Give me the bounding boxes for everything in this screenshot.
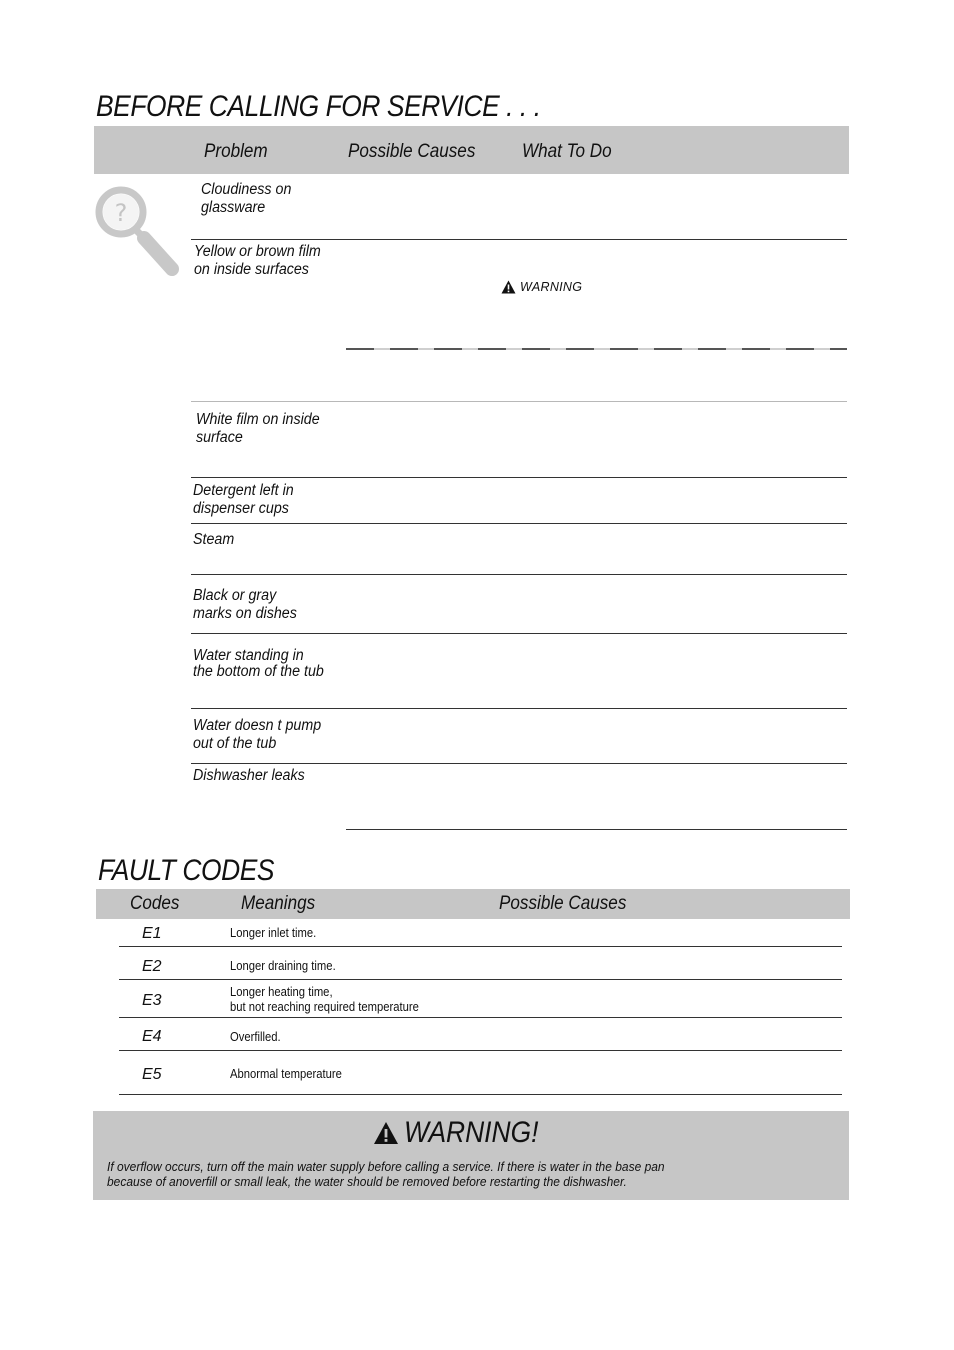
fault-meaning: Longer inlet time.: [230, 926, 317, 940]
cause-divider: [346, 348, 847, 350]
problem-white-film: White film on inside surface: [196, 411, 320, 446]
fault-meaning: Longer heating time, but not reaching required temperature: [230, 985, 419, 1014]
fault-header-band: [96, 889, 850, 919]
warning-box-body: If overflow occurs, turn off the main water supply before calling a service. If there is water in the base pan because of anoverfill or small leak, the water should be removed before restarting the dishwasher.: [107, 1160, 665, 1189]
fault-code: E5: [142, 1066, 162, 1083]
fault-meaning: Overfilled.: [230, 1030, 281, 1044]
row-divider: [119, 1050, 842, 1051]
warning-triangle-icon: [373, 1121, 399, 1145]
warning-box: [93, 1111, 849, 1200]
problem-water-not-pumping: Water doesn t pump out of the tub: [193, 717, 322, 752]
header-fault-causes: Possible Causes: [499, 893, 627, 914]
header-what-to-do: What To Do: [522, 141, 612, 162]
fault-code: E3: [142, 992, 162, 1009]
problem-cloudiness: Cloudiness on glassware: [201, 181, 292, 216]
row-divider: [191, 401, 847, 402]
fault-code: E4: [142, 1028, 162, 1045]
problem-black-gray-marks: Black or gray marks on dishes: [193, 587, 297, 622]
row-divider: [346, 829, 847, 830]
header-problem: Problem: [204, 141, 268, 162]
fault-code: E1: [142, 925, 162, 942]
header-codes: Codes: [130, 893, 180, 914]
problem-yellow-brown-film: Yellow or brown film on inside surfaces: [194, 243, 321, 278]
warning-box-heading: [373, 1116, 557, 1150]
problem-detergent-left: Detergent left in dispenser cups: [193, 482, 294, 517]
row-divider: [191, 633, 847, 634]
row-divider: [119, 946, 842, 947]
row-divider: [191, 708, 847, 709]
problem-water-standing: Water standing in the bottom of the tub: [193, 647, 324, 680]
row-divider: [191, 239, 847, 240]
svg-text:?: ?: [114, 199, 128, 227]
row-divider: [119, 979, 842, 980]
inline-warning: [501, 280, 582, 294]
magnifier-question-icon: [92, 183, 182, 278]
row-divider: [191, 763, 847, 764]
row-divider: [119, 1017, 842, 1018]
warning-triangle-icon: [501, 280, 516, 294]
fault-meaning: Abnormal temperature: [230, 1067, 342, 1081]
row-divider: [191, 523, 847, 524]
service-header-band: [94, 126, 849, 174]
row-divider: [119, 1094, 842, 1095]
header-possible-causes: Possible Causes: [348, 141, 476, 162]
row-divider: [191, 574, 847, 575]
fault-codes-title: FAULT CODES: [98, 854, 275, 887]
warning-label: WARNING: [520, 280, 583, 294]
problem-dishwasher-leaks: Dishwasher leaks: [193, 767, 305, 784]
fault-meaning: Longer draining time.: [230, 959, 336, 973]
service-title: BEFORE CALLING FOR SERVICE . . .: [96, 90, 541, 123]
header-meanings: Meanings: [241, 893, 316, 914]
fault-code: E2: [142, 958, 162, 975]
problem-steam: Steam: [193, 531, 235, 548]
warning-box-title: WARNING!: [404, 1116, 539, 1149]
row-divider: [191, 477, 847, 478]
